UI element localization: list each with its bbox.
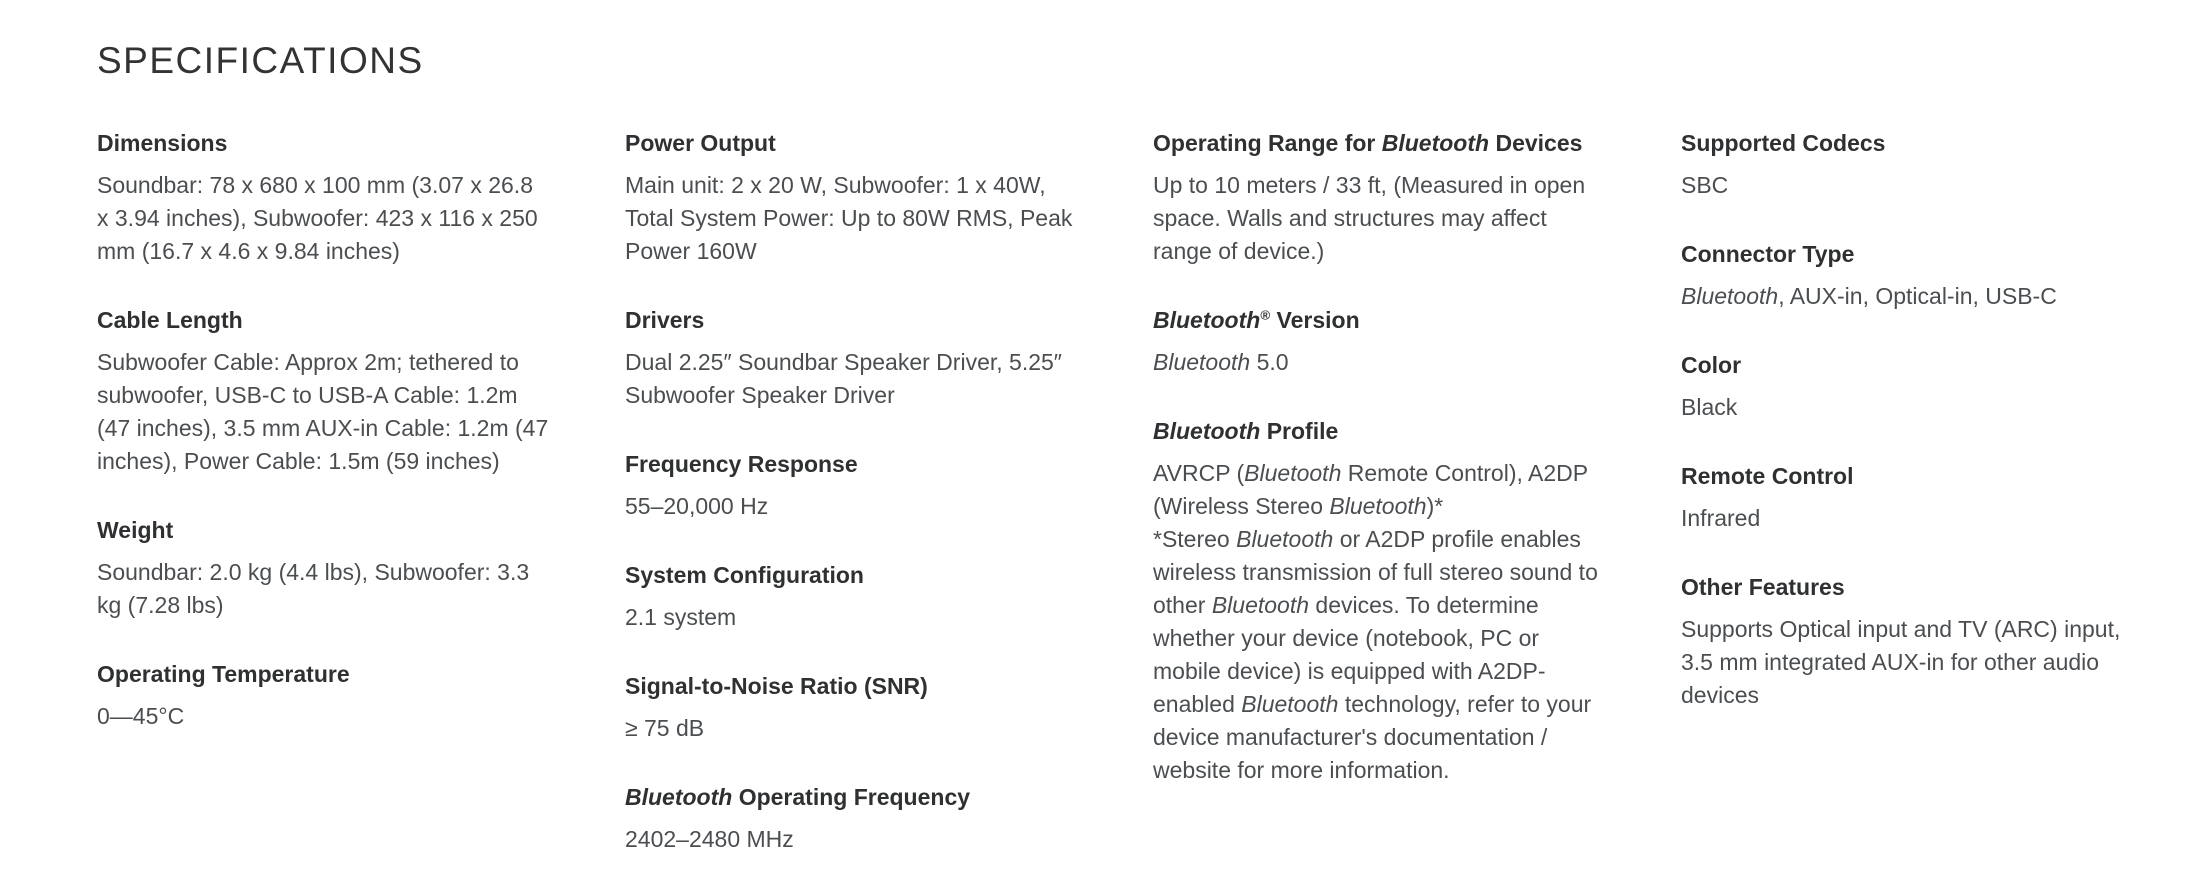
spec-item-bluetooth-version — [1153, 305, 1605, 379]
spec-value: ≥ 75 dB — [625, 715, 705, 741]
spec-value: AVRCP (Bluetooth Remote Control), A2DP (Wireless Stereo Bluetooth)* *Stereo Bluetooth or A2DP profile enables wireless transmission of full stereo sound to other Bluetooth devices. To determine whether your device (notebook, PC or mobile device) is equipped with A2DP-enabled Bluetooth technology, refer to your device manufacturer's documentation / website for more information. — [1153, 460, 1598, 783]
spec-label: Connector Type — [1681, 241, 1855, 267]
spec-item-dimensions — [97, 128, 549, 268]
spec-item-supported-codecs — [1681, 128, 2133, 202]
page-title: SPECIFICATIONS — [97, 40, 424, 81]
spec-item-bluetooth-profile — [1153, 416, 1605, 787]
spec-value: Black — [1681, 394, 1738, 420]
spec-item-power-output — [625, 128, 1077, 268]
spec-item-drivers — [625, 305, 1077, 412]
spec-label: Weight — [97, 517, 174, 543]
spec-value: SBC — [1681, 172, 1729, 198]
spec-item-snr — [625, 671, 1077, 745]
specs-column-4 — [1681, 128, 2133, 749]
specs-column-1 — [97, 128, 549, 770]
spec-label: Remote Control — [1681, 463, 1854, 489]
spec-value: Up to 10 meters / 33 ft, (Measured in open space. Walls and structures may affect range of device.) — [1153, 172, 1586, 264]
spec-item-operating-temperature — [97, 659, 549, 733]
spec-item-system-configuration — [625, 560, 1077, 634]
specs-column-3 — [1153, 128, 1605, 824]
spec-item-weight — [97, 515, 549, 622]
spec-value: Subwoofer Cable: Approx 2m; tethered to subwoofer, USB-C to USB-A Cable: 1.2m (47 inches), 3.5 mm AUX-in Cable: 1.2m (47 inches), Power Cable: 1.5m (59 inches) — [97, 349, 549, 474]
spec-value: Bluetooth, AUX-in, Optical-in, USB-C — [1681, 283, 2057, 309]
spec-value: 55–20,000 Hz — [625, 493, 769, 519]
spec-label: System Configuration — [625, 562, 864, 588]
spec-item-bluetooth-operating-frequency — [625, 782, 1077, 856]
spec-value: Dual 2.25″ Soundbar Speaker Driver, 5.25″ Subwoofer Speaker Driver — [625, 349, 1062, 408]
spec-item-color — [1681, 350, 2133, 424]
spec-item-frequency-response — [625, 449, 1077, 523]
spec-value: 2.1 system — [625, 604, 737, 630]
specs-column-2 — [625, 128, 1077, 893]
spec-label: Bluetooth Profile — [1153, 418, 1339, 444]
spec-value: Main unit: 2 x 20 W, Subwoofer: 1 x 40W, Total System Power: Up to 80W RMS, Peak Power 160W — [625, 172, 1073, 264]
spec-value: 2402–2480 MHz — [625, 826, 794, 852]
spec-item-connector-type — [1681, 239, 2133, 313]
spec-value: 0—45°C — [97, 703, 185, 729]
spec-value: Soundbar: 78 x 680 x 100 mm (3.07 x 26.8 x 3.94 inches), Subwoofer: 423 x 116 x 250 mm (16.7 x 4.6 x 9.84 inches) — [97, 172, 538, 264]
spec-label: Bluetooth® Version — [1153, 307, 1360, 333]
specs-grid — [97, 128, 2200, 893]
spec-item-operating-range — [1153, 128, 1605, 268]
spec-label: Other Features — [1681, 574, 1845, 600]
spec-label: Supported Codecs — [1681, 130, 1886, 156]
spec-label: Frequency Response — [625, 451, 858, 477]
spec-label: Color — [1681, 352, 1742, 378]
spec-item-other-features — [1681, 572, 2133, 712]
spec-label: Bluetooth Operating Frequency — [625, 784, 971, 810]
spec-label: Signal-to-Noise Ratio (SNR) — [625, 673, 928, 699]
spec-label: Operating Range for Bluetooth Devices — [1153, 130, 1583, 156]
spec-value: Infrared — [1681, 505, 1761, 531]
spec-label: Dimensions — [97, 130, 228, 156]
spec-label: Drivers — [625, 307, 705, 333]
spec-value: Supports Optical input and TV (ARC) input, 3.5 mm integrated AUX-in for other audio devices — [1681, 616, 2121, 708]
spec-value: Soundbar: 2.0 kg (4.4 lbs), Subwoofer: 3.3 kg (7.28 lbs) — [97, 559, 530, 618]
spec-value: Bluetooth 5.0 — [1153, 349, 1289, 375]
spec-item-cable-length — [97, 305, 549, 478]
spec-item-remote-control — [1681, 461, 2133, 535]
spec-label: Operating Temperature — [97, 661, 350, 687]
spec-label: Cable Length — [97, 307, 243, 333]
spec-label: Power Output — [625, 130, 776, 156]
